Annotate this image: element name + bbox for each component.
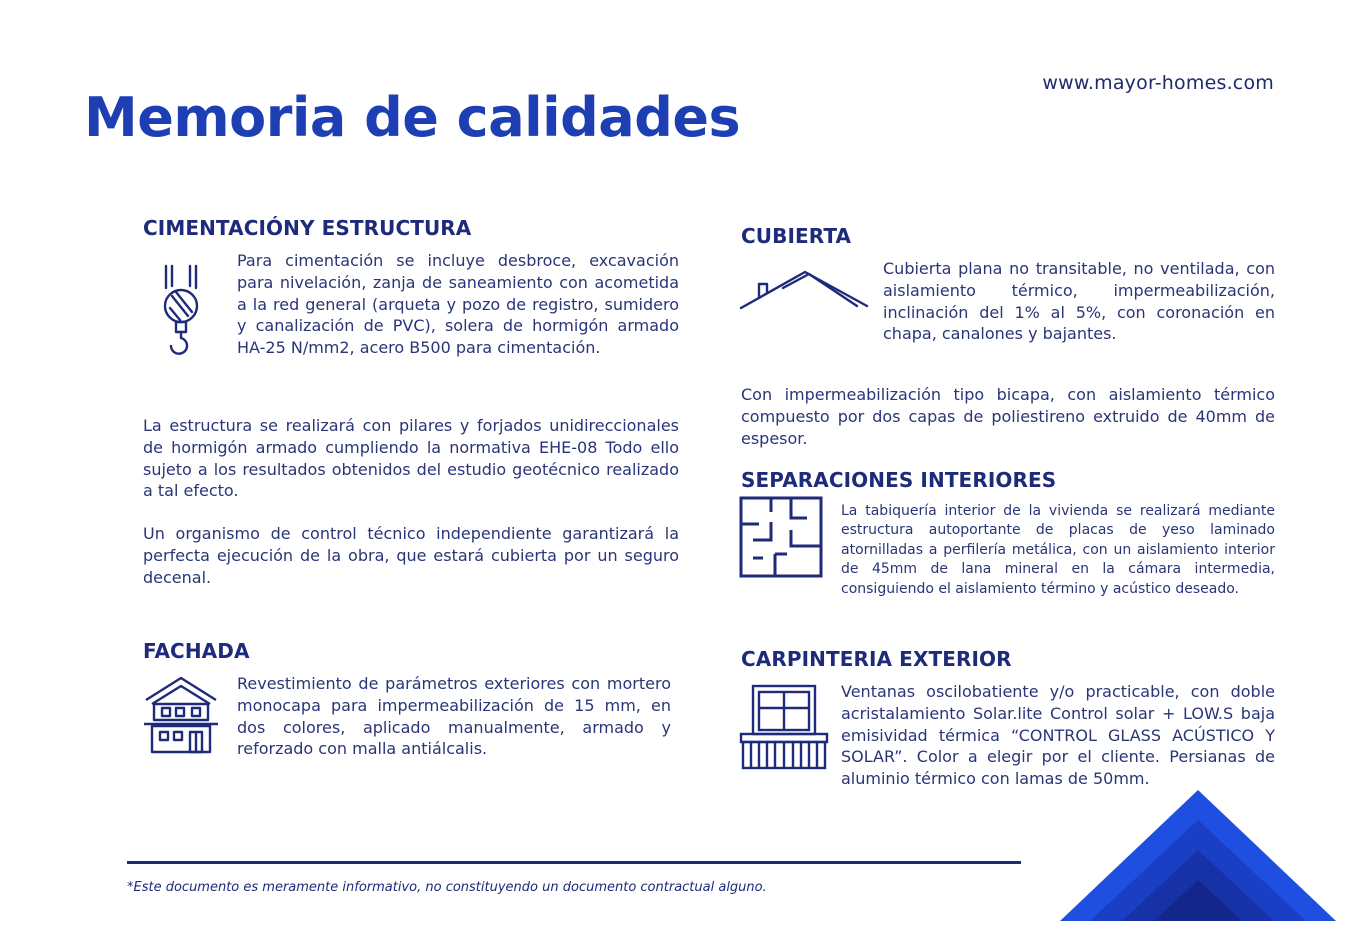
cimentacion-paragraph-2: La estructura se realizará con pilares y forjados unidireccionales de hormigón armado cumpliendo la normativa EHE-08 Todo ello sujeto a los resultados obtenidos del estudio geotécnico realizado a tal efecto.	[143, 416, 679, 501]
cimentacion-paragraph-1: Para cimentación se incluye desbroce, excavación para nivelación, zanja de saneamiento con acometida a la red general (arqueta y pozo de registro, sumidero y canalización de PVC), solera de hormigón armado HA-25 N/mm2, acero B500 para cimentación.	[237, 251, 679, 358]
cubierta-paragraph-2: Con impermeabilización tipo bicapa, con aislamiento térmico compuesto por dos capas de poliestireno extruido de 40mm de espesor.	[741, 385, 1275, 448]
disclaimer-note: *Este documento es meramente informativo, no constituyendo un documento contractual alguno.	[127, 880, 767, 895]
floor-plan-icon	[739, 496, 823, 578]
page-title: Memoria de calidades	[84, 86, 741, 149]
decorative-triangles	[1050, 780, 1366, 925]
section-title-carpinteria: CARPINTERIA EXTERIOR	[741, 647, 1012, 671]
crane-hook-icon	[158, 264, 204, 356]
footer-divider	[127, 861, 1021, 864]
roof-icon	[739, 266, 871, 312]
website-url: www.mayor-homes.com	[1042, 72, 1274, 94]
separaciones-paragraph: La tabiquería interior de la vivienda se realizará mediante estructura autoportante de placas de yeso laminado atornilladas a perfilería metálica, con un aislamiento interior de 45mm de lana mineral en la cámara intermedia, consiguiendo el aislamiento término y acústico deseado.	[841, 503, 1275, 597]
window-balcony-icon	[739, 684, 829, 772]
section-title-cubierta: CUBIERTA	[741, 224, 852, 248]
house-facade-icon	[142, 674, 220, 754]
cimentacion-paragraph-3: Un organismo de control técnico independiente garantizará la perfecta ejecución de la obra, que estará cubierta por un seguro decenal.	[143, 524, 679, 587]
section-title-fachada: FACHADA	[143, 639, 250, 663]
fachada-paragraph: Revestimiento de parámetros exteriores con mortero monocapa para impermeabilización de 15 mm, en dos colores, aplicado manualmente, armado y reforzado con malla antiálcalis.	[237, 674, 671, 759]
carpinteria-paragraph: Ventanas oscilobatiente y/o practicable, con doble acristalamiento Solar.lite Control solar + LOW.S baja emisividad térmica “CONTROL GLASS ACÚSTICO Y SOLAR”. Color a elegir por el cliente. Persianas de aluminio térmico con lamas de 50mm.	[841, 682, 1275, 789]
section-title-cimentacion: CIMENTACIÓNY ESTRUCTURA	[143, 216, 472, 240]
section-title-separaciones: SEPARACIONES INTERIORES	[741, 468, 1057, 492]
cubierta-paragraph-1: Cubierta plana no transitable, no ventilada, con aislamiento térmico, impermeabilización, inclinación del 1% al 5%, con coronación en chapa, canalones y bajantes.	[883, 259, 1275, 344]
